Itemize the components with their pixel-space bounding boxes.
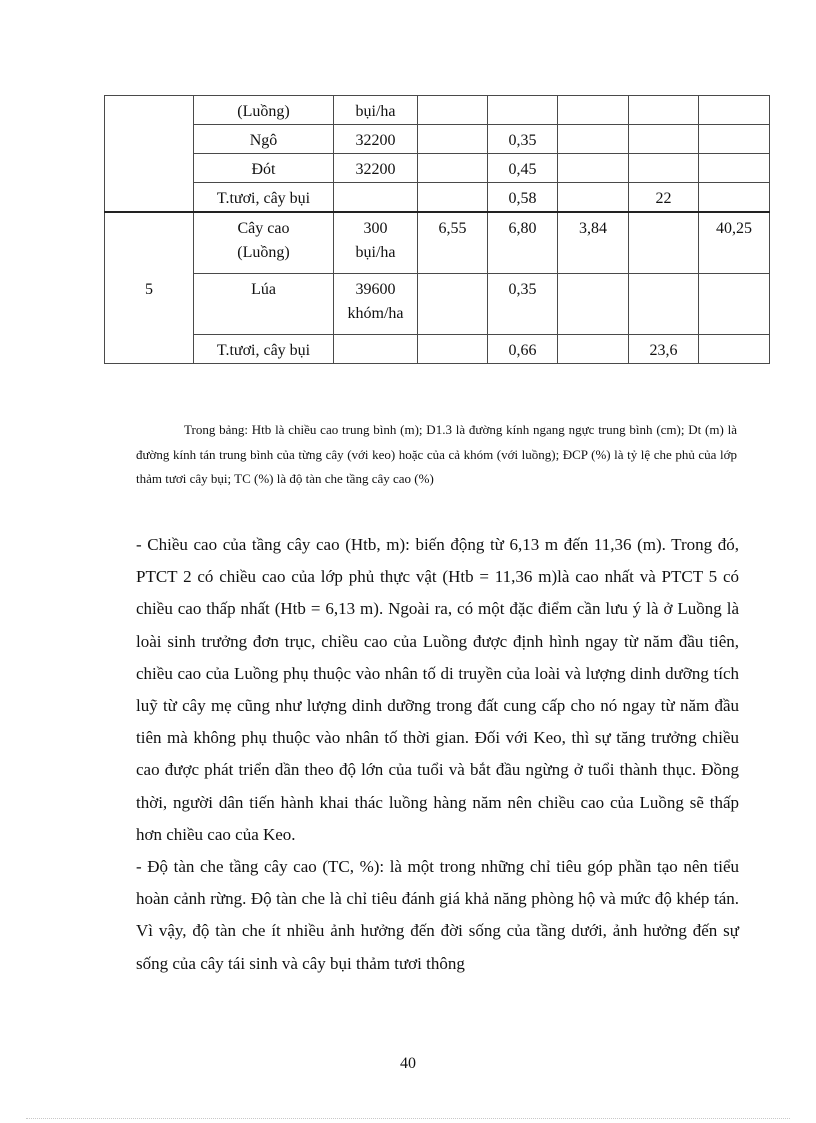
table-cell: 0,35 xyxy=(488,125,558,154)
table-cell xyxy=(629,125,699,154)
table-cell xyxy=(418,274,488,335)
table-cell xyxy=(629,212,699,274)
table-cell xyxy=(699,274,770,335)
table-cell: (Luồng) xyxy=(194,96,334,125)
table-row xyxy=(105,154,770,183)
page-number: 40 xyxy=(400,1055,416,1072)
paragraph: - Độ tàn che tầng cây cao (TC, %): là một trong những chỉ tiêu góp phần tạo nên tiểu hoàn cảnh rừng. Độ tàn che là chỉ tiêu đánh giá khả năng phòng hộ và mức độ khép tán. Vì vậy, độ tàn che ít nhiều ảnh hưởng đến đời sống của tầng dưới, ảnh hưởng đến sự sống của cây tái sinh và cây bụi thảm tươi thông xyxy=(136,857,739,973)
table-cell xyxy=(418,183,488,213)
table-cell xyxy=(699,335,770,364)
table-cell xyxy=(629,274,699,335)
table-cell xyxy=(334,274,418,335)
table-cell xyxy=(418,96,488,125)
cell-line: bụi/ha xyxy=(355,244,396,261)
table-cell: T.tươi, cây bụi xyxy=(194,335,334,364)
table-cell xyxy=(334,335,418,364)
cell-line: khóm/ha xyxy=(347,305,404,322)
table-row xyxy=(105,274,770,335)
cell-line: 300 xyxy=(363,220,388,237)
table-cell xyxy=(418,154,488,183)
footnote-text: Trong bảng: Htb là chiều cao trung bình (m); D1.3 là đường kính ngang ngực trung bình (cm); Dt (m) là đường kính tán trung bình của từng cây (với keo) hoặc của cả khóm (với luồng); ĐCP (%) là tỷ lệ che phủ của lớp thảm tươi cây bụi; TC (%) là độ tàn che tầng cây cao (%) xyxy=(136,422,737,486)
cell-line: 39600 xyxy=(355,281,396,298)
table-cell xyxy=(558,183,629,213)
cell-line: Cây cao xyxy=(237,220,290,237)
table-cell: 32200 xyxy=(334,125,418,154)
table-cell: Ngô xyxy=(194,125,334,154)
table-cell xyxy=(334,212,418,274)
table-row xyxy=(105,335,770,364)
table-row xyxy=(105,183,770,213)
table-row xyxy=(105,125,770,154)
table-cell xyxy=(105,96,194,213)
table-cell xyxy=(418,335,488,364)
table-cell: Đót xyxy=(194,154,334,183)
table-cell xyxy=(699,96,770,125)
table-cell xyxy=(418,125,488,154)
table-cell: 40,25 xyxy=(699,212,770,274)
table-cell xyxy=(558,125,629,154)
data-table xyxy=(104,95,770,364)
table-cell-group-number: 5 xyxy=(105,212,194,364)
table-cell xyxy=(194,212,334,274)
table-cell xyxy=(558,274,629,335)
table-cell: 6,80 xyxy=(488,212,558,274)
table-row xyxy=(105,212,770,274)
table-footnote xyxy=(136,418,737,492)
table-cell xyxy=(699,183,770,213)
table-cell xyxy=(558,335,629,364)
table-cell: 22 xyxy=(629,183,699,213)
table-cell xyxy=(629,154,699,183)
table-cell xyxy=(334,183,418,213)
table-row xyxy=(105,96,770,125)
table-cell: T.tươi, cây bụi xyxy=(194,183,334,213)
table-cell: 3,84 xyxy=(558,212,629,274)
bottom-divider xyxy=(26,1118,790,1119)
table-cell: 0,45 xyxy=(488,154,558,183)
table-cell: 6,55 xyxy=(418,212,488,274)
table-cell: 23,6 xyxy=(629,335,699,364)
table-cell xyxy=(558,154,629,183)
table-cell xyxy=(629,96,699,125)
table-cell xyxy=(699,125,770,154)
cell-line: (Luồng) xyxy=(237,244,290,261)
paragraph: - Chiều cao của tầng cây cao (Htb, m): biến động từ 6,13 m đến 11,36 (m). Trong đó, PTCT 2 có chiều cao của lớp phủ thực vật (Htb = 11,36 m)là cao nhất và PTCT 5 có chiều cao thấp nhất (Htb = 6,13 m). Ngoài ra, có một đặc điểm cần lưu ý là ở Luồng là loài sinh trưởng đơn trục, chiều cao của Luồng được định hình ngay từ năm đầu tiên, chiều cao của Luồng phụ thuộc vào nhân tố di truyền của loài và lượng dinh dưỡng tích luỹ từ cây mẹ cũng như lượng dinh dưỡng trong đất cung cấp cho nó ngay từ năm đầu tiên mà không phụ thuộc vào nhân tố thời gian. Đối với Keo, thì sự tăng trưởng chiều cao được phát triển dần theo độ lớn của tuổi và bắt đầu ngừng ở tuổi thành thục. Đồng thời, người dân tiến hành khai thác luồng hàng năm nên chiều cao của Luồng sẽ thấp hơn chiều cao của Keo. xyxy=(136,535,739,844)
table-cell: 0,35 xyxy=(488,274,558,335)
table-cell xyxy=(558,96,629,125)
table-cell: bụi/ha xyxy=(334,96,418,125)
table-cell: 32200 xyxy=(334,154,418,183)
table-cell: Lúa xyxy=(194,274,334,335)
body-text xyxy=(136,529,739,980)
table-cell: 0,58 xyxy=(488,183,558,213)
table-cell: 0,66 xyxy=(488,335,558,364)
table-cell xyxy=(488,96,558,125)
table-cell xyxy=(699,154,770,183)
